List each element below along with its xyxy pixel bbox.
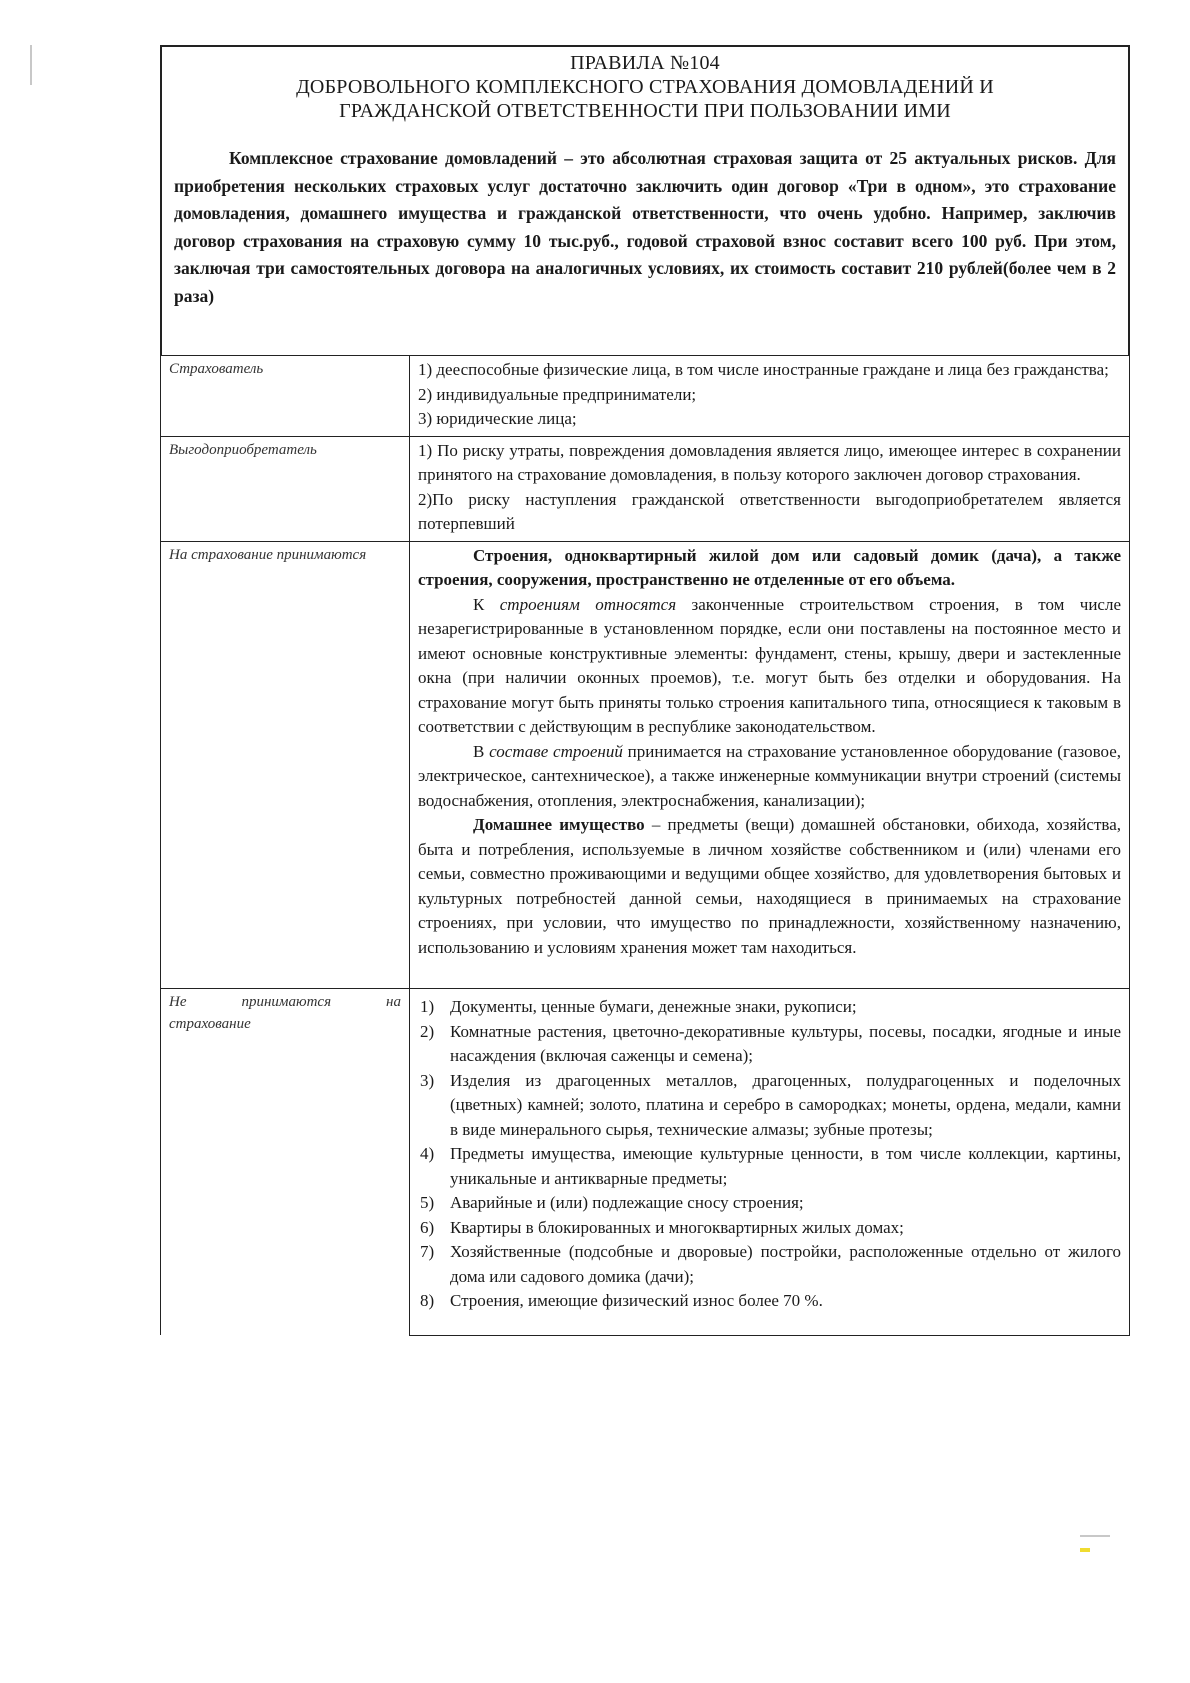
text-span: принимается на страхование установленное оборудование (газовое, электрическое, сантехническое), а также инженерные коммуникации внутри строений (системы водоснабжения, отопления, электроснабжения, канализации); <box>418 741 1122 810</box>
buildings-paragraph: Строения, одноквартирный жилой дом или садовый домик (дача), а также строения, сооружения, пространственно не отделенные от его объема. <box>418 545 1121 589</box>
row-label: На страхование принимаются <box>161 541 410 989</box>
label-word: Не <box>169 994 187 1010</box>
intro-paragraph: Комплексное страхование домовладений – это абсолютная страховая защита от 25 актуальных рисков. Для приобретения нескольких страховых услуг достаточно заключить один договор «Три в одном», это страхование домовладения, домашнего имущества и гражданской ответственности, что очень удобно. Например, заключив договор страхования на страховую сумму 10 тыс.руб., годовой страховой взнос составит всего 100 руб. При этом, заключая три самостоятельных договора на аналогичных условиях, их стоимость составит 210 рублей(более чем в 2 раза) <box>174 148 1116 306</box>
document-frame <box>160 45 1130 1562</box>
exclusions-list <box>418 995 1121 1314</box>
row-content <box>410 989 1130 1336</box>
item-number: 3) <box>420 1070 435 1090</box>
title-line-2: ДОБРОВОЛЬНОГО КОМПЛЕКСНОГО СТРАХОВАНИЯ ДОМОВЛАДЕНИЙ И <box>296 76 994 98</box>
list-item: 1) дееспособные физические лица, в том числе иностранные граждане и лица без гражданства; <box>418 360 1109 379</box>
table-row-insurer <box>161 356 1130 437</box>
text-span: – предметы (вещи) домашней обстановки, обихода, хозяйства, быта и потребления, используемые в личном хозяйстве собственником и (или) членами его семьи, совместно проживающими и ведущими общее хозяйство, для удовлетворения бытовых и культурных потребностей данной семьи, находящиеся в принимаемых на страхование строениях, при условии, что имущество по принадлежности, хозяйственному назначению, использованию и условиям хранения может там находиться. <box>418 815 1121 957</box>
item-number: 6) <box>420 1217 435 1237</box>
buildings-definition-paragraph <box>418 593 1121 740</box>
row-content <box>410 436 1130 541</box>
table-row-excluded <box>161 989 1130 1336</box>
text-span: К <box>473 594 500 614</box>
list-item <box>420 1020 1121 1069</box>
row-label <box>161 989 410 1336</box>
list-item <box>420 1216 1121 1241</box>
title-line-1: ПРАВИЛА №104 <box>570 52 720 74</box>
item-text: Хозяйственные (подсобные и дворовые) постройки, расположенные отдельно от жилого дома или садового домика (дачи); <box>450 1242 1121 1286</box>
table-row-accepted <box>161 541 1130 989</box>
list-item <box>420 1142 1121 1191</box>
emphasis-text: составе строений <box>489 741 623 761</box>
list-item <box>420 1069 1121 1143</box>
list-item: 2) индивидуальные предприниматели; <box>418 384 697 404</box>
item-text: Комнатные растения, цветочно-декоративные культуры, посевы, посадки, ягодные и иные насаждения (включая саженцы и семена); <box>450 1021 1121 1065</box>
item-number: 2) <box>420 1021 435 1041</box>
label-line-1 <box>169 991 401 1013</box>
item-number: 8) <box>420 1291 435 1310</box>
item-number: 5) <box>420 1193 435 1212</box>
item-number: 7) <box>420 1242 435 1261</box>
document-title <box>162 51 1128 123</box>
item-text: Изделия из драгоценных металлов, драгоценных, полудрагоценных и поделочных (цветных) камней; золото, платина и серебро в самородках; монеты, ордена, медали, камни в виде минерального сырья, технические алмазы; зубные протезы; <box>450 1070 1121 1139</box>
rules-table <box>160 355 1130 1336</box>
list-item <box>420 995 1121 1020</box>
list-item <box>420 1240 1121 1289</box>
item-number: 1) <box>420 997 435 1016</box>
list-item <box>420 1289 1121 1314</box>
list-item <box>420 1191 1121 1216</box>
emphasis-text: строениям относятся <box>499 594 677 614</box>
text-span: законченные строительством строения, в том числе незарегистрированные в установленном порядке, если они поставлены на постоянное место и имеют основные конструктивные элементы: фундамент, стены, крышу, двери и застекленные окна (при наличии оконных проемов), т.е. могут быть без отделки и оборудования. На страхование могут быть приняты только строения капитального типа, относящиеся к таковым в соответствии с действующим в республике законодательством. <box>418 594 1122 736</box>
item-text: Квартиры в блокированных и многоквартирных жилых домах; <box>450 1217 904 1237</box>
row-label: Выгодоприобретатель <box>161 436 410 541</box>
row-content <box>410 356 1130 437</box>
label-word: на <box>386 994 401 1010</box>
row-content <box>410 541 1130 989</box>
item-text: Аварийные и (или) подлежащие сносу строения; <box>450 1193 804 1212</box>
label-word: принимаются <box>241 994 332 1010</box>
household-property-paragraph <box>418 813 1121 960</box>
row-label: Страхователь <box>161 356 410 437</box>
item-text: Документы, ценные бумаги, денежные знаки, рукописи; <box>450 997 857 1016</box>
equipment-paragraph <box>418 740 1121 814</box>
scan-artifact <box>30 45 32 85</box>
document-header <box>160 45 1130 355</box>
item-number: 4) <box>420 1144 435 1163</box>
list-item: 3) юридические лица; <box>418 409 577 428</box>
table-row-beneficiary <box>161 436 1130 541</box>
label-line-2: страхование <box>169 1016 251 1032</box>
text-span: В <box>473 741 490 761</box>
title-line-3: ГРАЖДАНСКОЙ ОТВЕТСТВЕННОСТИ ПРИ ПОЛЬЗОВАНИИ ИМИ <box>339 100 951 122</box>
list-item: 1) По риску утраты, повреждения домовладения является лицо, имеющее интерес в сохранении принятого на страхование домовладения, в пользу которого заключен договор страхования. <box>418 440 1121 484</box>
list-item: 2)По риску наступления гражданской ответственности выгодоприобретателем является потерпевший <box>418 489 1121 533</box>
bold-term: Домашнее имущество <box>473 815 645 834</box>
item-text: Предметы имущества, имеющие культурные ценности, в том числе коллекции, картины, уникальные и антикварные предметы; <box>450 1144 1121 1188</box>
item-text: Строения, имеющие физический износ более 70 %. <box>450 1291 823 1310</box>
